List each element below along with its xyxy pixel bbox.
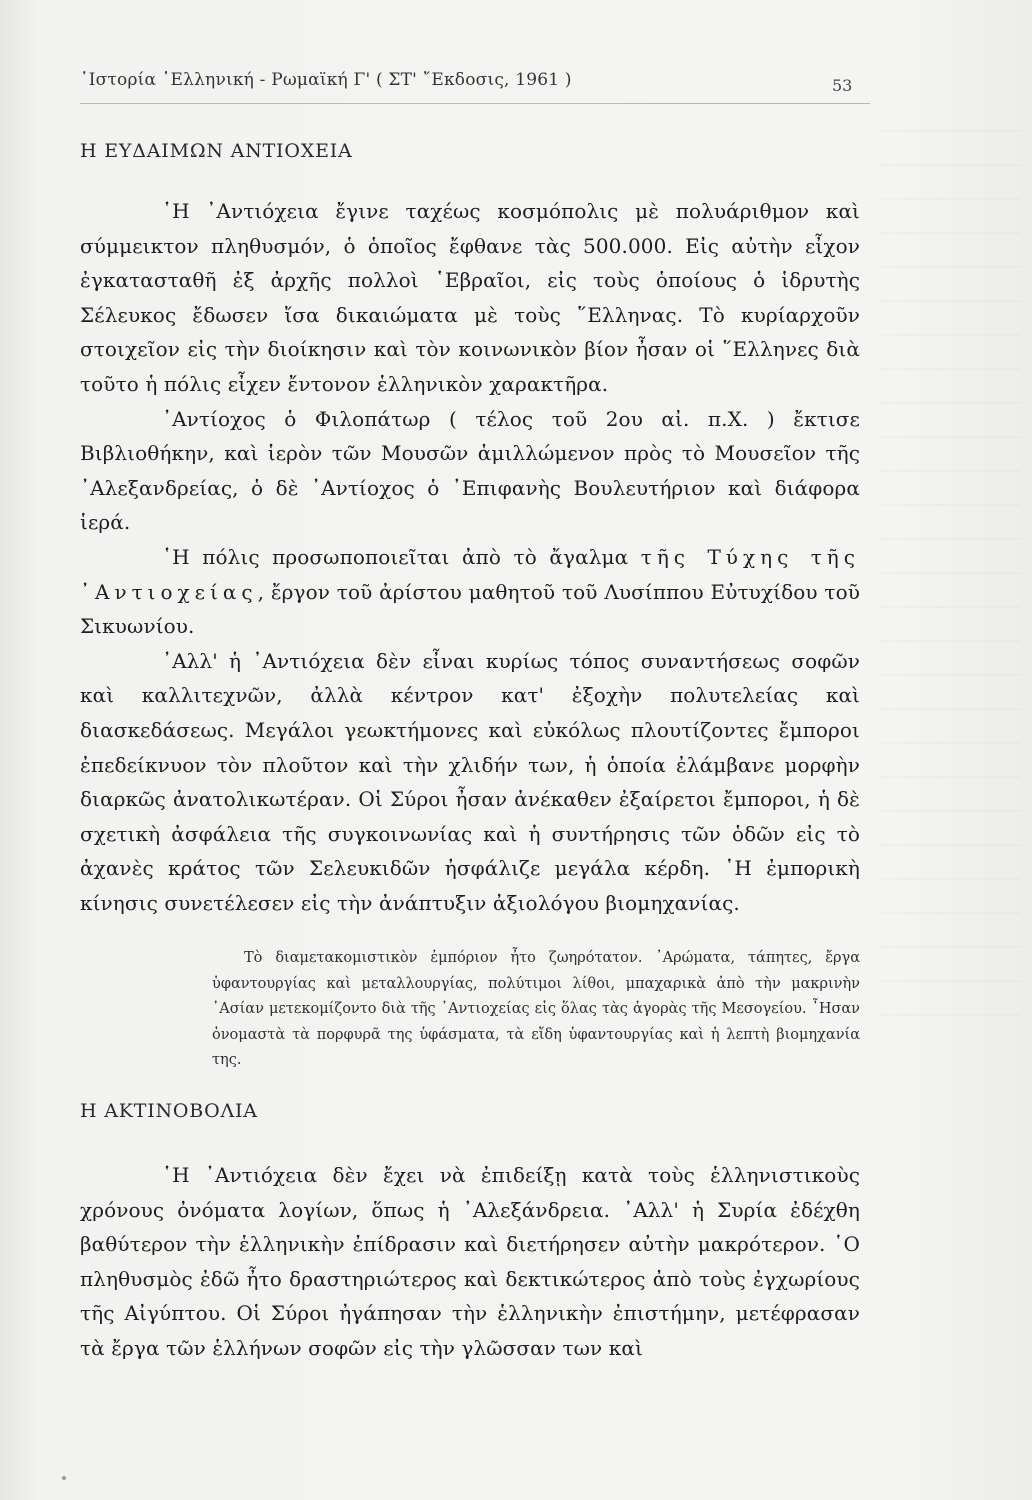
scan-speck [62,1476,66,1480]
running-title: ῾Ιστορία ῾Ελληνική - Ρωμαϊκή Γ' ( ΣΤ' ῎Εκδοσις, 1961 ) [80,70,572,90]
tyche-text-before: ῾Η πόλις προσωποποιεῖται ἀπὸ τὸ ἄγαλμα [162,544,641,569]
paragraph-antioch-cosmopolis: ῾Η ᾿Αντιόχεια ἔγινε ταχέως κοσμόπολις μὲ πολυάριθμον καὶ σύμμεικτον πληθυσμόν, ὁ ὁποῖος ἔφθανε τὰς 500.000. Εἰς αὐτὴν εἶχον ἐγκατασταθῆ ἐξ ἀρχῆς πολλοὶ ῾Εβραῖοι, εἰς τοὺς ὁποίους ὁ ἱδρυτὴς Σέλευκος ἔδωσεν ἴσα δικαιώματα μὲ τοὺς ῞Ελληνας. Τὸ κυρίαρχοῦν στοιχεῖον εἰς τὴν διοίκησιν καὶ τὸν κοινωνικὸν βίον ἦσαν οἱ ῞Ελληνες διὰ τοῦτο ἡ πόλις εἶχεν ἔντονον ἑλληνικὸν χαρακτῆρα. [80,199,860,396]
show-through-texture [880,130,1020,1030]
tyche-spaced-phrase: τῆς Τύχης τῆς ᾿Αντιοχείας [80,544,860,604]
section-title-radiance: Η ΑΚΤΙΝΟΒΟΛΙΑ [80,1099,258,1122]
paragraph-antiochus-library: ᾿Αντίοχος ὁ Φιλοπάτωρ ( τέλος τοῦ 2ου αἰ. π.Χ. ) ἔκτισε Βιβλιοθήκην, καὶ ἱερὸν τῶν Μουσῶν ἁμιλλώμενον πρὸς τὸ Μουσεῖον τῆς ᾿Αλεξανδρείας, ὁ δὲ ᾿Αντίοχος ὁ ᾿Επιφανὴς Βουλευτήριον καὶ διάφορα ἱερά. [80,406,860,535]
paragraph-syria-hellenism: ῾Η ᾿Αντιόχεια δὲν ἔχει νὰ ἐπιδείξῃ κατὰ τοὺς ἑλληνιστικοὺς χρόνους ὀνόματα λογίων, ὅπως ἡ ᾿Αλεξάνδρεια. ᾿Αλλ' ἡ Συρία ἐδέχθη βαθύτερον τὴν ἑλληνικὴν ἐπίδρασιν καὶ διετήρησεν αὐτὴν μακρότερον. ῾Ο πληθυσμὸς ἐδῶ ἦτο δραστηριώτερος καὶ δεκτικώτερος ἀπὸ τοὺς ἐγχωρίους τῆς Αἰγύπτου. Οἱ Σύροι ἠγάπησαν τὴν ἑλληνικὴν ἐπιστήμην, μετέφρασαν τὰ ἔργα τῶν ἑλλήνων σοφῶν εἰς τὴν γλῶσσαν των καὶ [80,1162,860,1360]
paragraph-luxury-trade: ᾿Αλλ' ἡ ᾿Αντιόχεια δὲν εἶναι κυρίως τόπος συναντήσεως σοφῶν καὶ καλλιτεχνῶν, ἀλλὰ κέντρον κατ' ἐξοχὴν πολυτελείας καὶ διασκεδάσεως. Μεγάλοι γεωκτήμονες καὶ εὐκόλως πλουτίζοντες ἔμποροι ἐπεδείκνυον τὸν πλοῦτον καὶ τὴν χλιδήν των, ἡ ὁποία ἐλάμβανε μορφὴν διαρκῶς ἀνατολικωτέραν. Οἱ Σύροι ἦσαν ἀνέκαθεν ἐξαίρετοι ἔμποροι, ἡ δὲ σχετικὴ ἀσφάλεια τῆς συγκοινωνίας καὶ ἡ συντήρησις τῶν ὁδῶν εἰς τὸ ἀχανὲς κράτος τῶν Σελευκιδῶν ἠσφάλιζε μεγάλα κέρδη. ῾Η ἐμπορικὴ κίνησις συνετέλεσεν εἰς τὴν ἀνάπτυξιν ἀξιολόγου βιομηχανίας. [80,648,860,915]
section-title-prosperous-antioch: Η ΕΥΔΑΙΜΩΝ ΑΝΤΙΟΧΕΙΑ [80,140,353,162]
header-rule [80,103,870,104]
paragraph-tyche-statue [80,540,860,644]
tyche-text-after: , ἔργον τοῦ ἀρίστου μαθητοῦ τοῦ Λυσίππου Εὐτυχίδου τοῦ Σικυωνίου. [80,579,860,639]
page-body [80,140,860,1366]
note-transit-trade: Τὸ διαμετακομιστικὸν ἐμπόριον ἦτο ζωηρότατον. ᾿Αρώματα, τάπητες, ἔργα ὑφαντουργίας καὶ μεταλλουργίας, πολύτιμοι λίθοι, μπαχαρικὰ ἀπὸ τὴν μακρινὴν ᾿Ασίαν μετεκομίζοντο διὰ τῆς ᾿Αντιοχείας εἰς ὅλας τὰς ἀγορὰς τῆς Μεσογείου. ῏Ησαν ὀνομαστὰ τὰ πορφυρᾶ της ὑφάσματα, τὰ εἴδη ὑφαντουργίας καὶ ἡ λεπτὴ βιομηχανία της. [212,950,860,1069]
page-number: 53 [832,76,853,95]
